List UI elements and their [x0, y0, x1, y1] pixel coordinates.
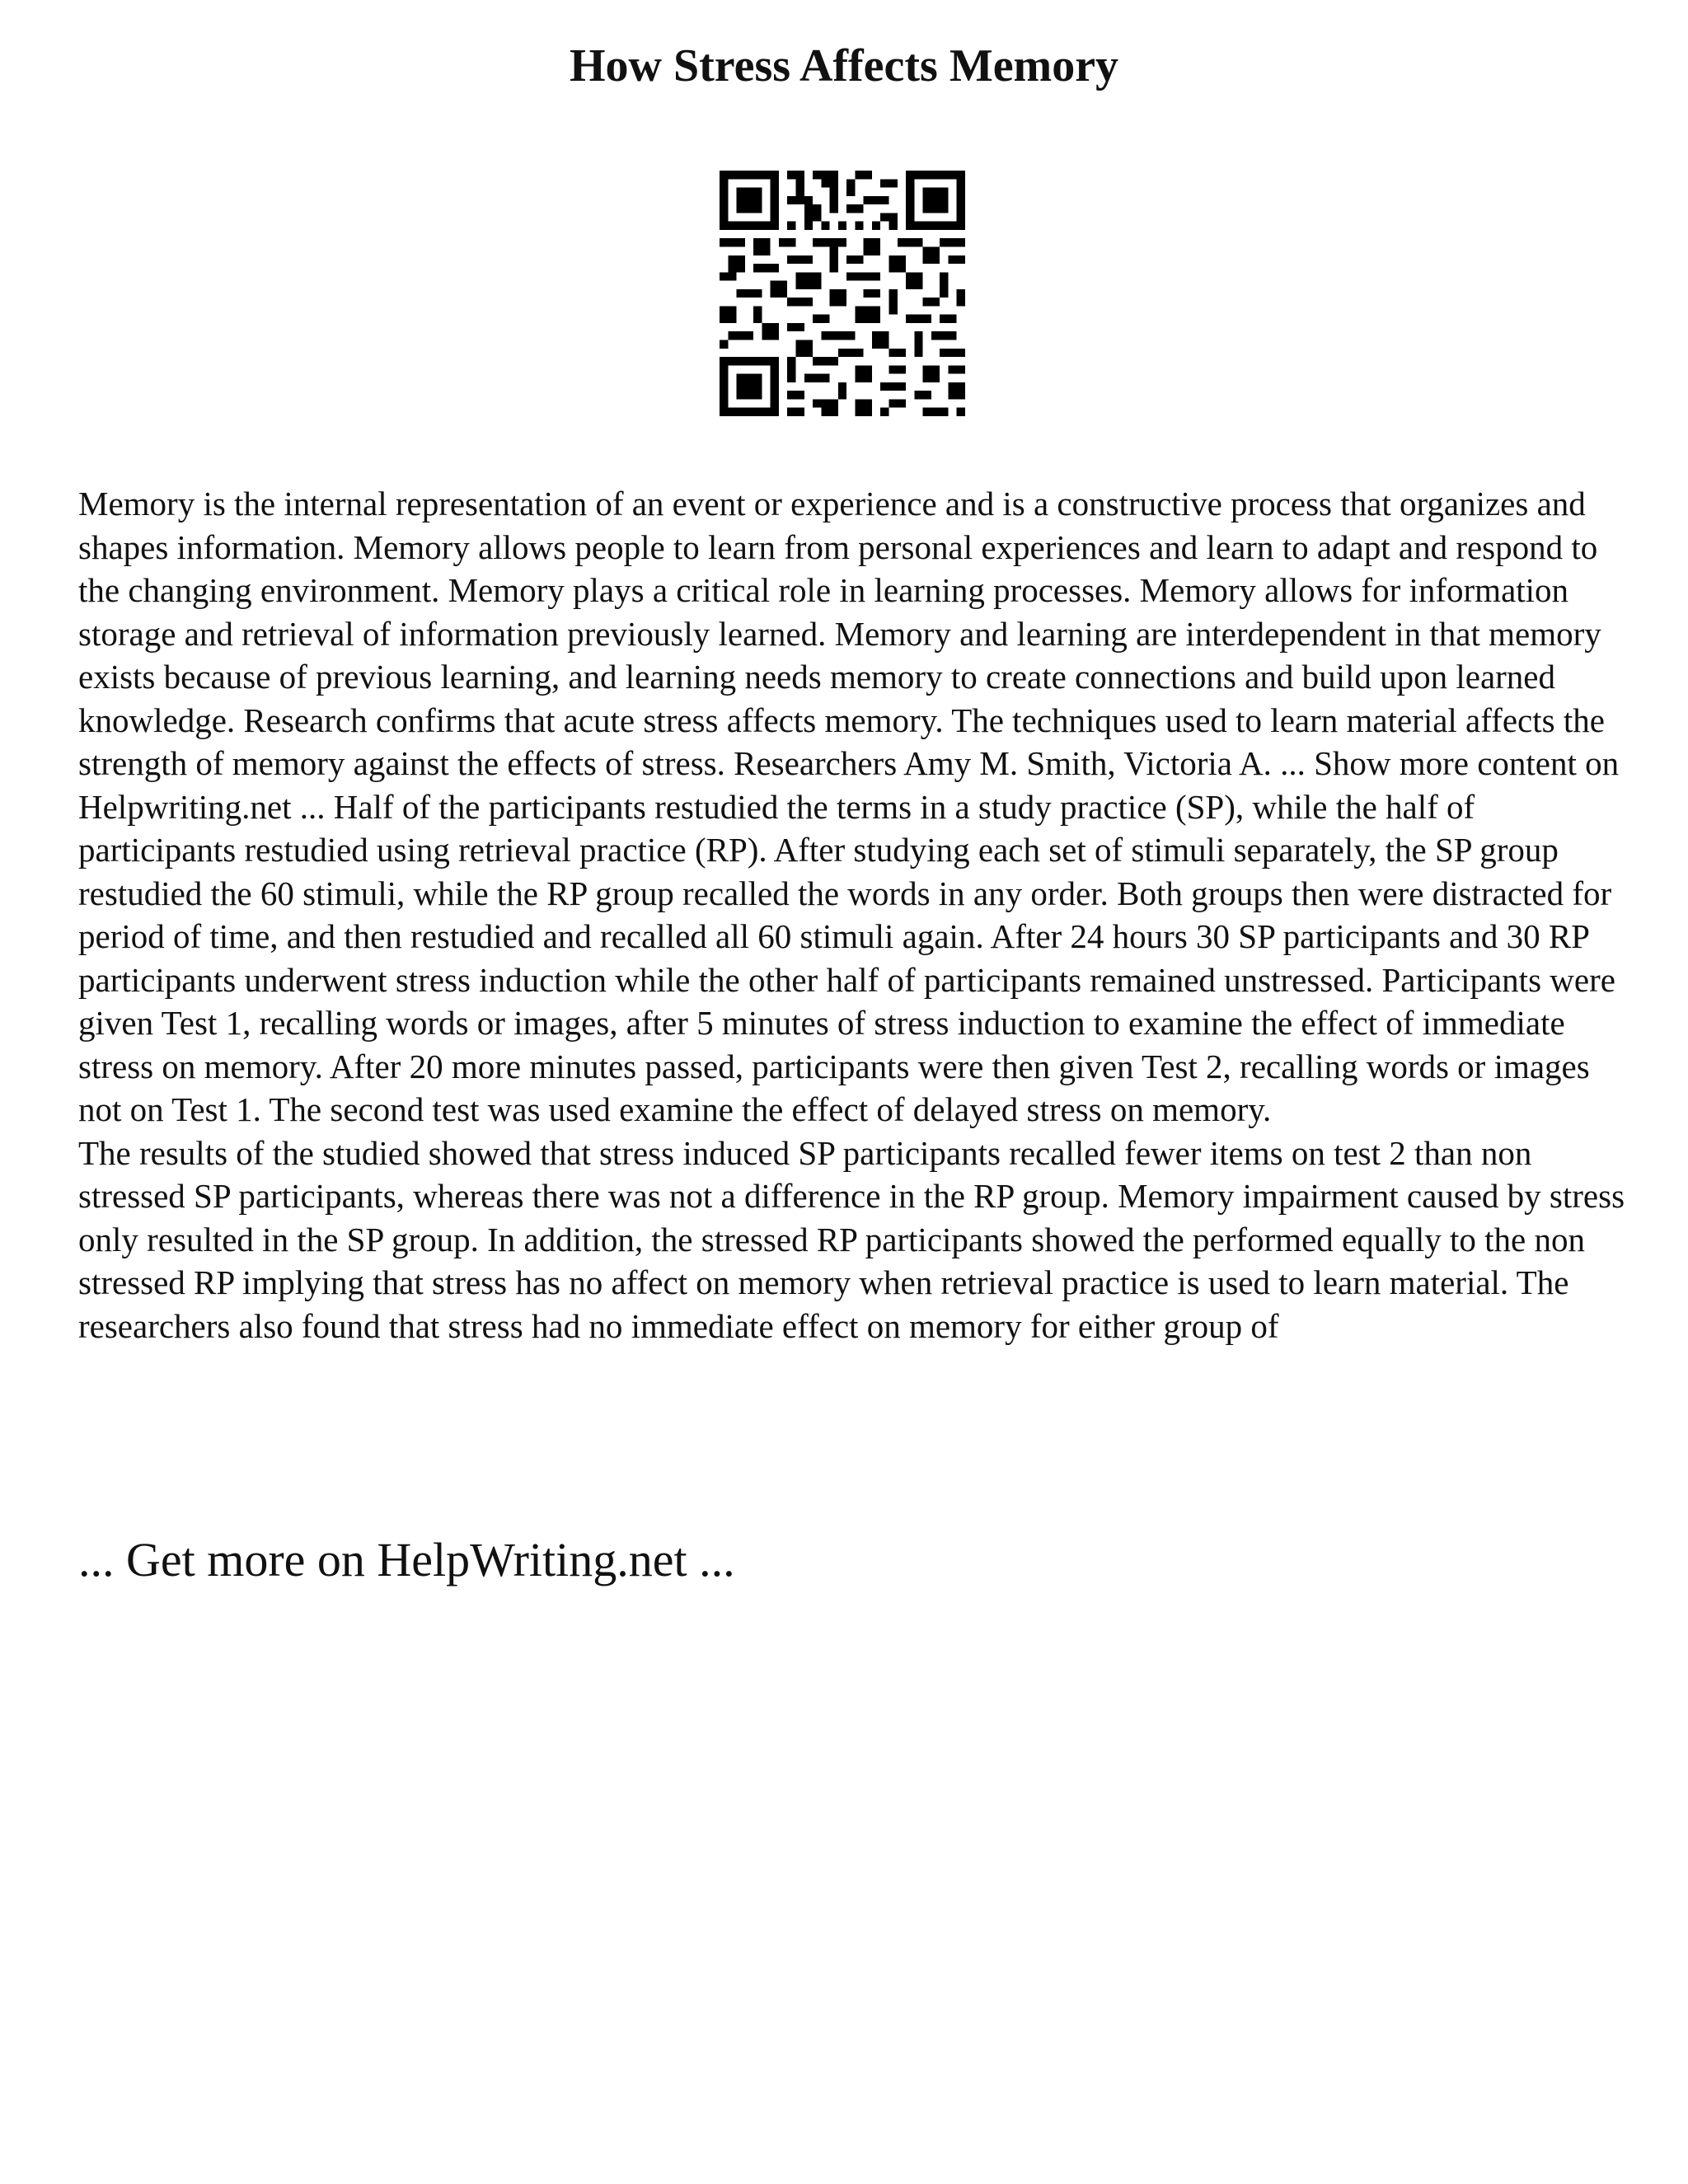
- qr-code-icon: [720, 171, 965, 416]
- page-title: How Stress Affects Memory: [569, 40, 1119, 91]
- article-paragraph-2: The results of the studied showed that stress induced SP participants recalled fewer items on test 2 than non stressed SP participants, whereas there was not a difference in the RP group. Memory impairment caused by stress only resulted in the SP group. In addition, the stressed RP participants showed the performed equally to the non stressed RP implying that stress has no affect on memory when retrieval practice is used to learn material. The researchers also found that stress had no immediate effect on memory for either group of: [78, 1133, 1625, 1345]
- get-more-link[interactable]: ... Get more on HelpWriting.net ...: [78, 1533, 735, 1586]
- article-body: [78, 482, 1632, 1347]
- article-paragraph-1: Memory is the internal representation of an event or experience and is a constructive process that organizes and shapes information. Memory allows people to learn from personal experiences and learn to adapt and respond to the changing environment. Memory plays a critical role in learning processes. Memory allows for information storage and retrieval of information previously learned. Memory and learning are interdependent in that memory exists because of previous learning, and learning needs memory to create connections and build upon learned knowledge. Research confirms that acute stress affects memory. The techniques used to learn material affects the strength of memory against the effects of stress. Researchers Amy M. Smith, Victoria A. ... Show more content on Helpwriting.net ... Half of the participants restudied the terms in a study practice (SP), while the half of participants restudied using retrieval practice (RP). After studying each set of stimuli separately, the SP group restudied the 60 stimuli, while the RP group recalled the words in any order. Both groups then were distracted for period of time, and then restudied and recalled all 60 stimuli again. After 24 hours 30 SP participants and 30 RP participants underwent stress induction while the other half of participants remained unstressed. Participants were given Test 1, recalling words or images, after 5 minutes of stress induction to examine the effect of immediate stress on memory. After 20 more minutes passed, participants were then given Test 2, recalling words or images not on Test 1. The second test was used examine the effect of delayed stress on memory.: [78, 485, 1620, 1128]
